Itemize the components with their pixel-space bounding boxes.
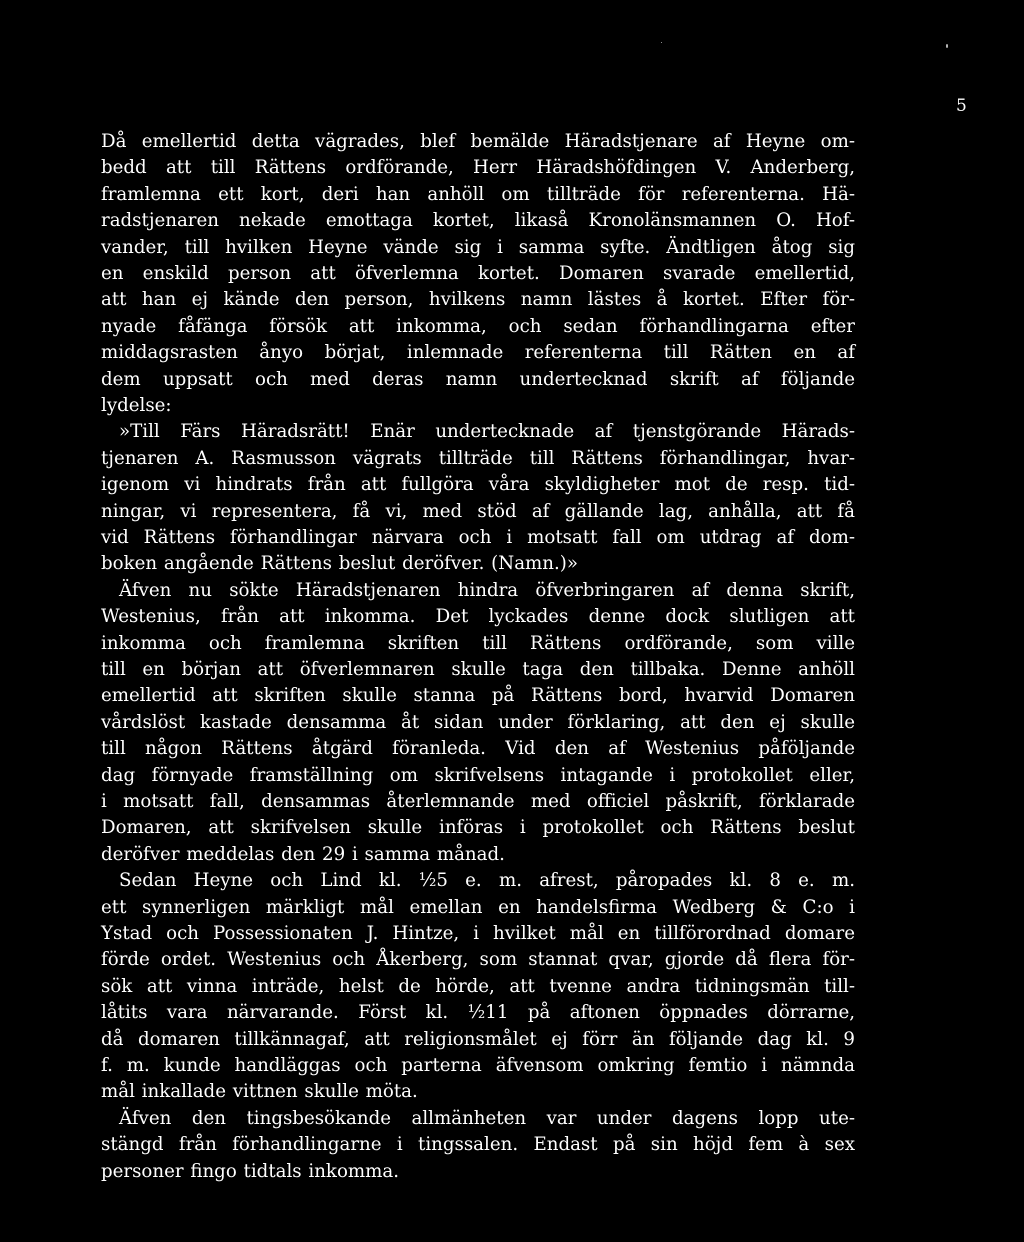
text-line: deröfver meddelas den 29 i samma månad.	[101, 844, 505, 865]
text-line: f. m. kunde handläggas och parterna äfvensom omkring femtio i nämnda	[101, 1055, 855, 1076]
text-line: lydelse:	[101, 395, 172, 416]
text-line: att han ej kände den person, hvilkens namn lästes å kortet. Efter för-	[101, 289, 855, 310]
text-line: »Till Färs Häradsrätt! Enär undertecknade af tjenstgörande Härads-	[119, 421, 855, 442]
text-line: till en början att öfverlemnaren skulle taga den tillbaka. Denne anhöll	[101, 659, 855, 680]
text-line: dem uppsatt och med deras namn undertecknad skrift af följande	[101, 369, 855, 390]
text-line: en enskild person att öfverlemna kortet. Domaren svarade emellertid,	[101, 263, 855, 284]
text-line: till någon Rättens åtgärd föranleda. Vid den af Westenius påföljande	[101, 738, 855, 759]
text-line: bedd att till Rättens ordförande, Herr Häradshöfdingen V. Anderberg,	[101, 157, 855, 178]
text-line: i motsatt fall, densammas återlemnande med officiel påskrift, förklarade	[101, 791, 855, 812]
text-line: vander, till hvilken Heyne vände sig i samma syfte. Ändtligen åtog sig	[101, 237, 855, 258]
text-line: då domaren tillkännagaf, att religionsmålet ej förr än följande dag kl. 9	[101, 1029, 855, 1050]
text-line: dag förnyade framställning om skrifvelsens intagande i protokollet eller,	[101, 765, 855, 786]
text-line: Domaren, att skrifvelsen skulle införas i protokollet och Rättens beslut	[101, 817, 855, 838]
text-line: sök att vinna inträde, helst de hörde, att tvenne andra tidningsmän till-	[101, 976, 855, 997]
text-line: tjenaren A. Rasmusson vägrats tillträde till Rättens förhandlingar, hvar-	[101, 448, 855, 469]
text-line: boken angående Rättens beslut deröfver. (Namn.)»	[101, 553, 578, 574]
text-line: Sedan Heyne och Lind kl. ½5 e. m. afrest, påropades kl. 8 e. m.	[119, 870, 855, 891]
text-line: förde ordet. Westenius och Åkerberg, som stannat qvar, gjorde då flera för-	[101, 949, 855, 970]
text-line: nyade fåfänga försök att inkomma, och sedan förhandlingarna efter	[101, 316, 855, 337]
text-line: Westenius, från att inkomma. Det lyckades denne dock slutligen att	[101, 606, 855, 627]
text-line: mål inkallade vittnen skulle möta.	[101, 1081, 418, 1102]
text-line: framlemna ett kort, deri han anhöll om tillträde för referenterna. Hä-	[101, 184, 855, 205]
text-line: igenom vi hindrats från att fullgöra våra skyldigheter mot de resp. tid-	[101, 474, 855, 495]
text-line: låtits vara närvarande. Först kl. ½11 på aftonen öppnades dörrarne,	[101, 1002, 855, 1023]
text-line: stängd från förhandlingarne i tingssalen. Endast på sin höjd fem à sex	[101, 1134, 855, 1155]
page-number: 5	[956, 96, 968, 116]
text-line: personer fingo tidtals inkomma.	[101, 1161, 400, 1182]
text-line: Då emellertid detta vägrades, blef bemälde Häradstjenare af Heyne om-	[101, 131, 855, 152]
text-line: ett synnerligen märkligt mål emellan en handelsfirma Wedberg & C:o i	[101, 897, 855, 918]
text-line: Äfven den tingsbesökande allmänheten var under dagens lopp ute-	[119, 1108, 855, 1129]
text-line: inkomma och framlemna skriften till Rättens ordförande, som ville	[101, 633, 855, 654]
text-line: emellertid att skriften skulle stanna på Rättens bord, hvarvid Domaren	[101, 685, 855, 706]
text-line: middagsrasten ånyo börjat, inlemnade referenterna till Rätten en af	[101, 342, 855, 363]
text-line: vårdslöst kastade densamma åt sidan under förklaring, att den ej skulle	[101, 712, 855, 733]
text-line: Ystad och Possessionaten J. Hintze, i hvilket mål en tillförordnad domare	[101, 923, 855, 944]
text-line: Äfven nu sökte Häradstjenaren hindra öfverbringaren af denna skrift,	[119, 580, 855, 601]
text-line: vid Rättens förhandlingar närvara och i motsatt fall om utdrag af dom-	[101, 527, 855, 548]
text-line: radstjenaren nekade emottaga kortet, likaså Kronolänsmannen O. Hof-	[101, 210, 855, 231]
text-line: ningar, vi representera, få vi, med stöd af gällande lag, anhålla, att få	[101, 501, 855, 522]
